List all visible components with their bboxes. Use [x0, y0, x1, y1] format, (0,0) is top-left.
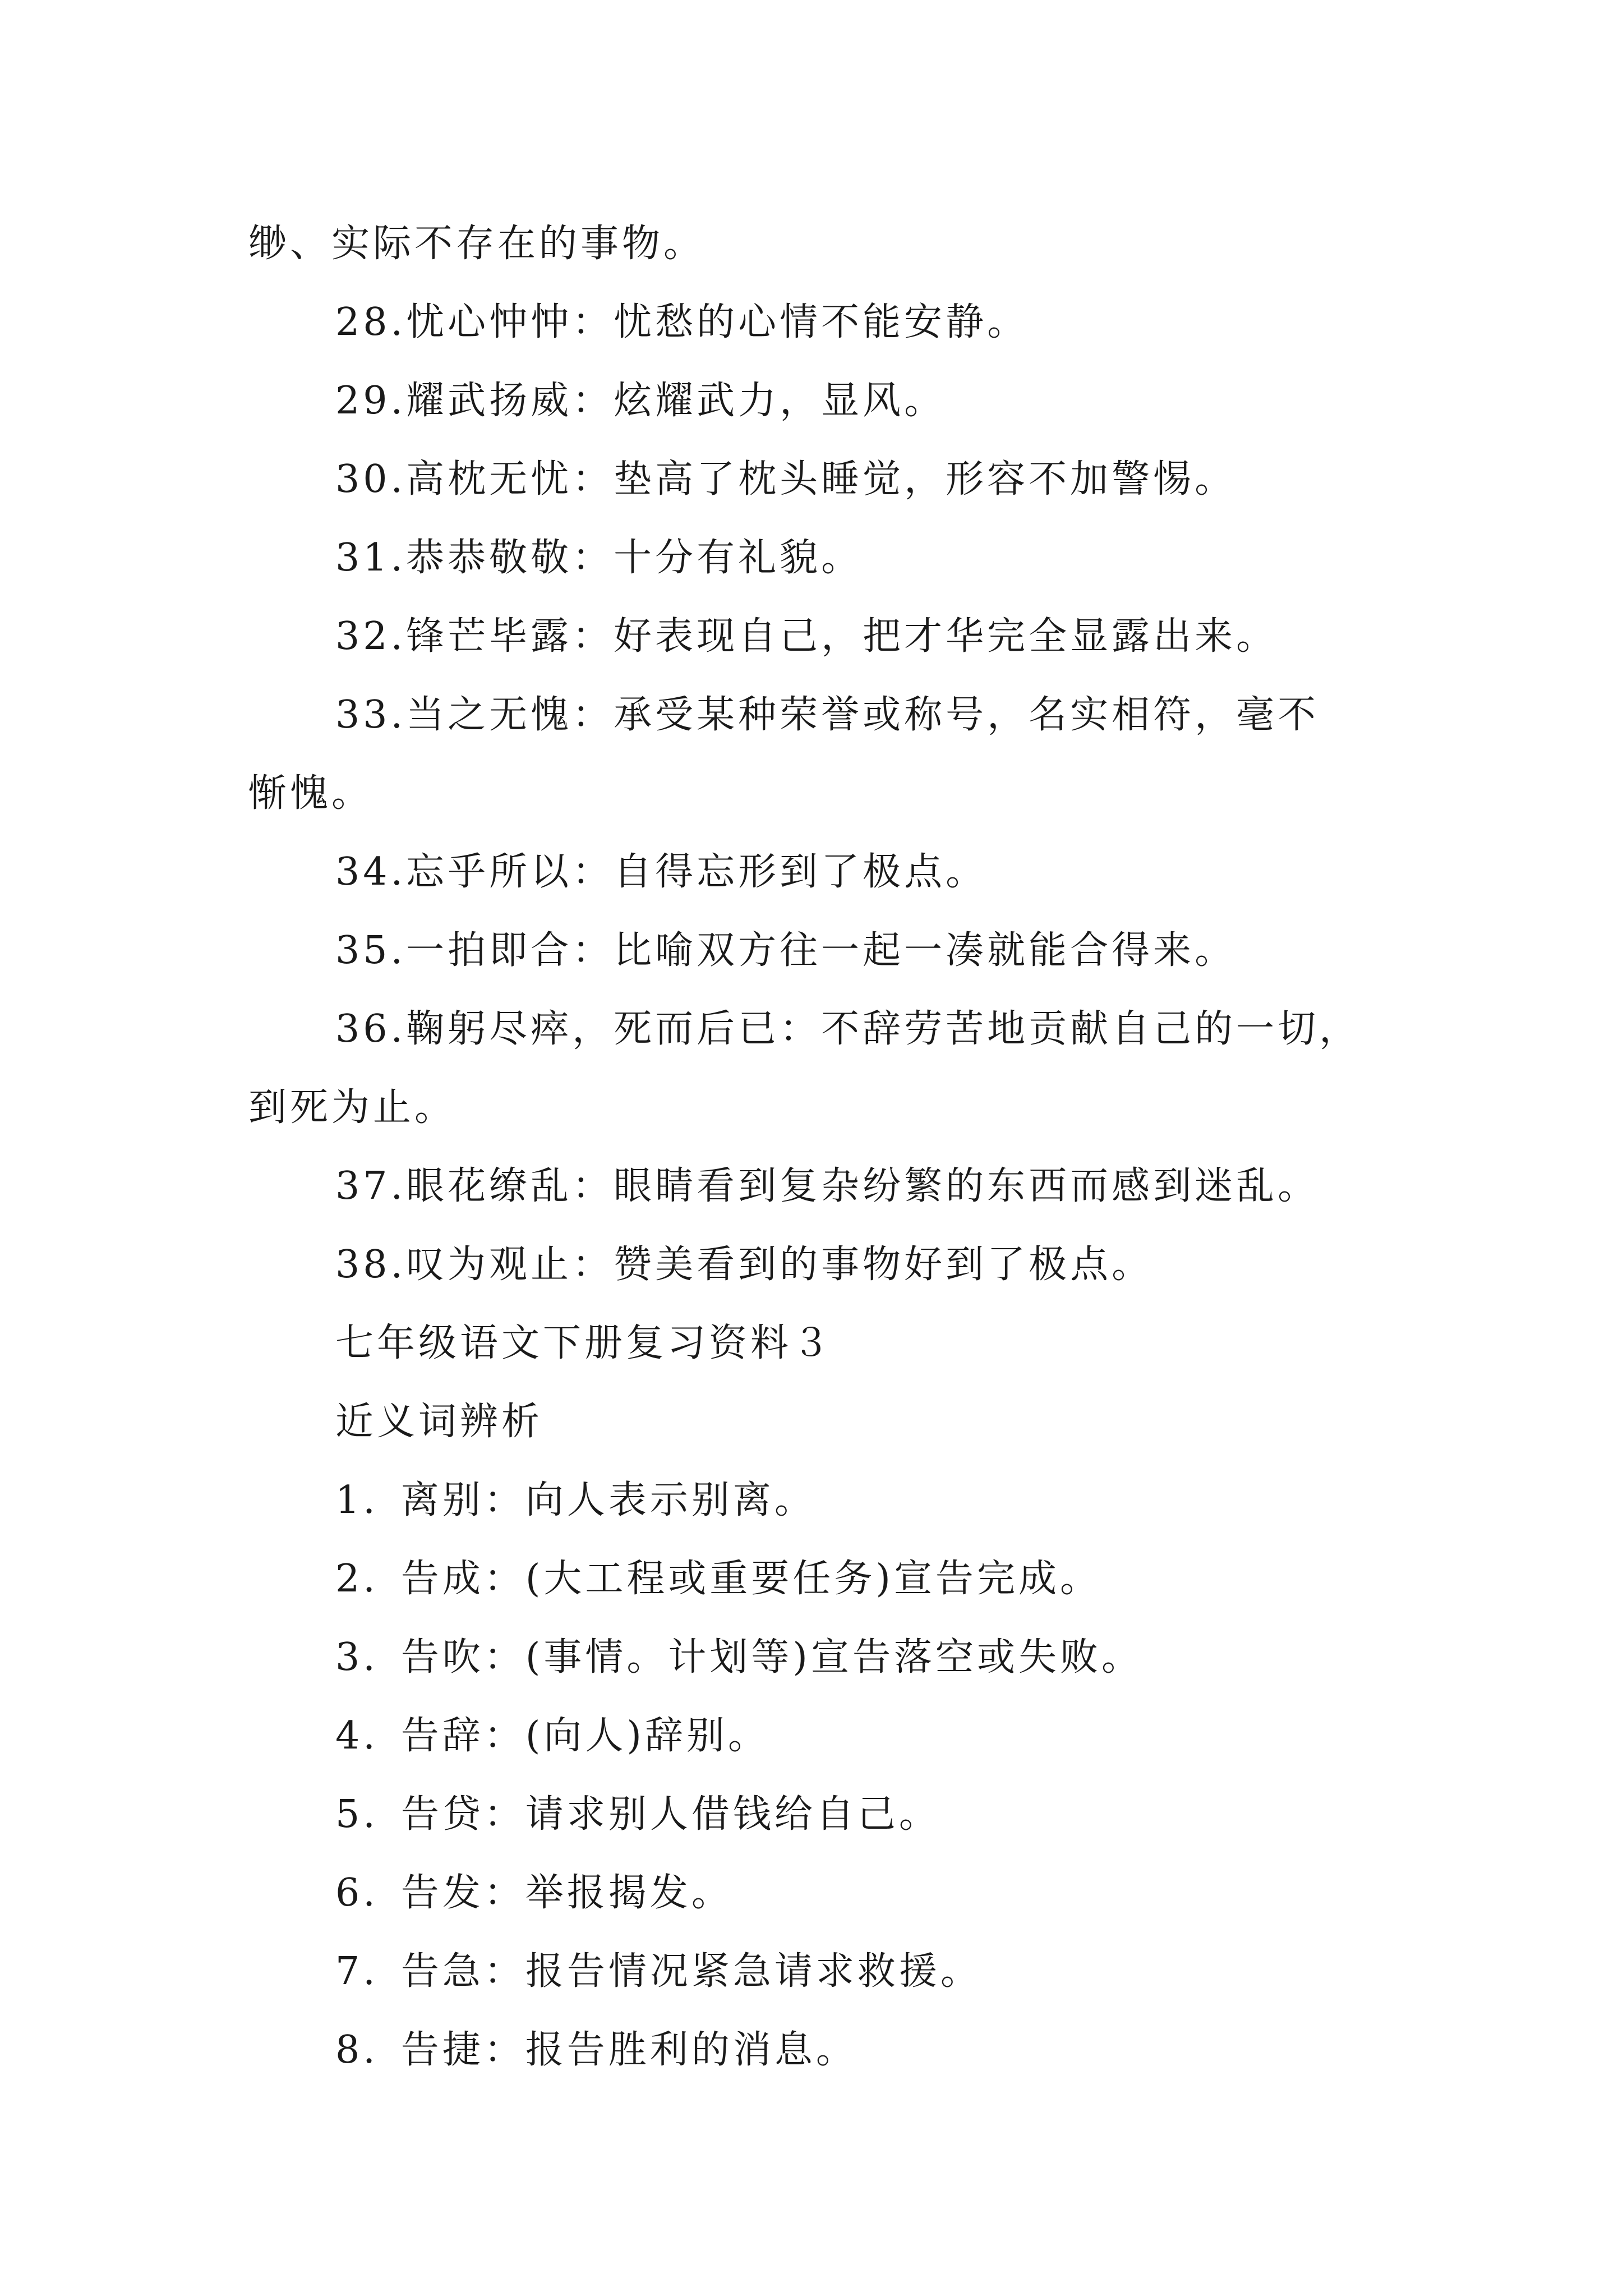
idiom-line-30: 30.高枕无忧：垫高了枕头睡觉，形容不加警惕。 [335, 457, 1237, 501]
idiom-line-32: 32.锋芒毕露：好表现自己，把才华完全显露出来。 [335, 614, 1278, 659]
idiom-line-28: 28.忧心忡忡：忧愁的心情不能安静。 [335, 300, 1029, 344]
list-item [0, 1630, 1623, 1686]
list-item [0, 2022, 1623, 2078]
list-item [0, 1551, 1623, 1607]
list-item-number: 4. [335, 1714, 379, 1758]
idiom-line-31: 31.恭恭敬敬：十分有礼貌。 [335, 536, 863, 580]
idiom-line-33-continuation: 惭愧。 [248, 771, 374, 816]
list-item [0, 1473, 1623, 1529]
idiom-line-36: 36.鞠躬尽瘁，死而后已：不辞劳苦地贡献自己的一切， [335, 1007, 1361, 1051]
list-item-number: 5. [335, 1792, 379, 1837]
idiom-line-38: 38.叹为观止：赞美看到的事物好到了极点。 [335, 1243, 1154, 1287]
text-line-continuation: 缈、实际不存在的事物。 [248, 222, 706, 266]
section-title: 七年级语文下册复习资料３ [335, 1321, 834, 1365]
idiom-line-37: 37.眼花缭乱：眼睛看到复杂纷繁的东西而感到迷乱。 [335, 1164, 1320, 1208]
list-item-number: 1. [335, 1478, 379, 1522]
list-item [0, 1944, 1623, 2000]
list-item-text: 告吹：(事情。计划等)宣告落空或失败。 [400, 1635, 1143, 1680]
list-item-number: 6. [335, 1871, 379, 1915]
idiom-line-35: 35.一拍即合：比喻双方往一起一凑就能合得来。 [335, 928, 1237, 973]
list-item-text: 告发：举报揭发。 [400, 1871, 733, 1915]
section-subtitle: 近义词辨析 [335, 1400, 543, 1444]
idiom-line-29: 29.耀武扬威：炫耀武力，显风。 [335, 379, 946, 423]
list-item-number: 7. [335, 1949, 379, 1994]
list-item-number: 3. [335, 1635, 379, 1680]
idiom-line-36-continuation: 到死为止。 [248, 1085, 457, 1130]
list-item-number: 2. [335, 1557, 379, 1601]
list-item-text: 告捷：报告胜利的消息。 [400, 2028, 857, 2072]
list-item [0, 1787, 1623, 1843]
list-item-text: 告贷：请求别人借钱给自己。 [400, 1792, 940, 1837]
list-item-text: 告辞：(向人)辞别。 [400, 1714, 769, 1758]
list-item [0, 1708, 1623, 1764]
list-item-text: 告成：(大工程或重要任务)宣告完成。 [400, 1557, 1101, 1601]
idiom-line-33: 33.当之无愧：承受某种荣誉或称号，名实相符，毫不 [335, 693, 1320, 737]
list-item-text: 告急：报告情况紧急请求救援。 [400, 1949, 982, 1994]
idiom-line-34: 34.忘乎所以：自得忘形到了极点。 [335, 850, 988, 894]
list-item [0, 1865, 1623, 1921]
list-item-number: 8. [335, 2028, 379, 2072]
list-item-text: 离别：向人表示别离。 [400, 1478, 816, 1522]
